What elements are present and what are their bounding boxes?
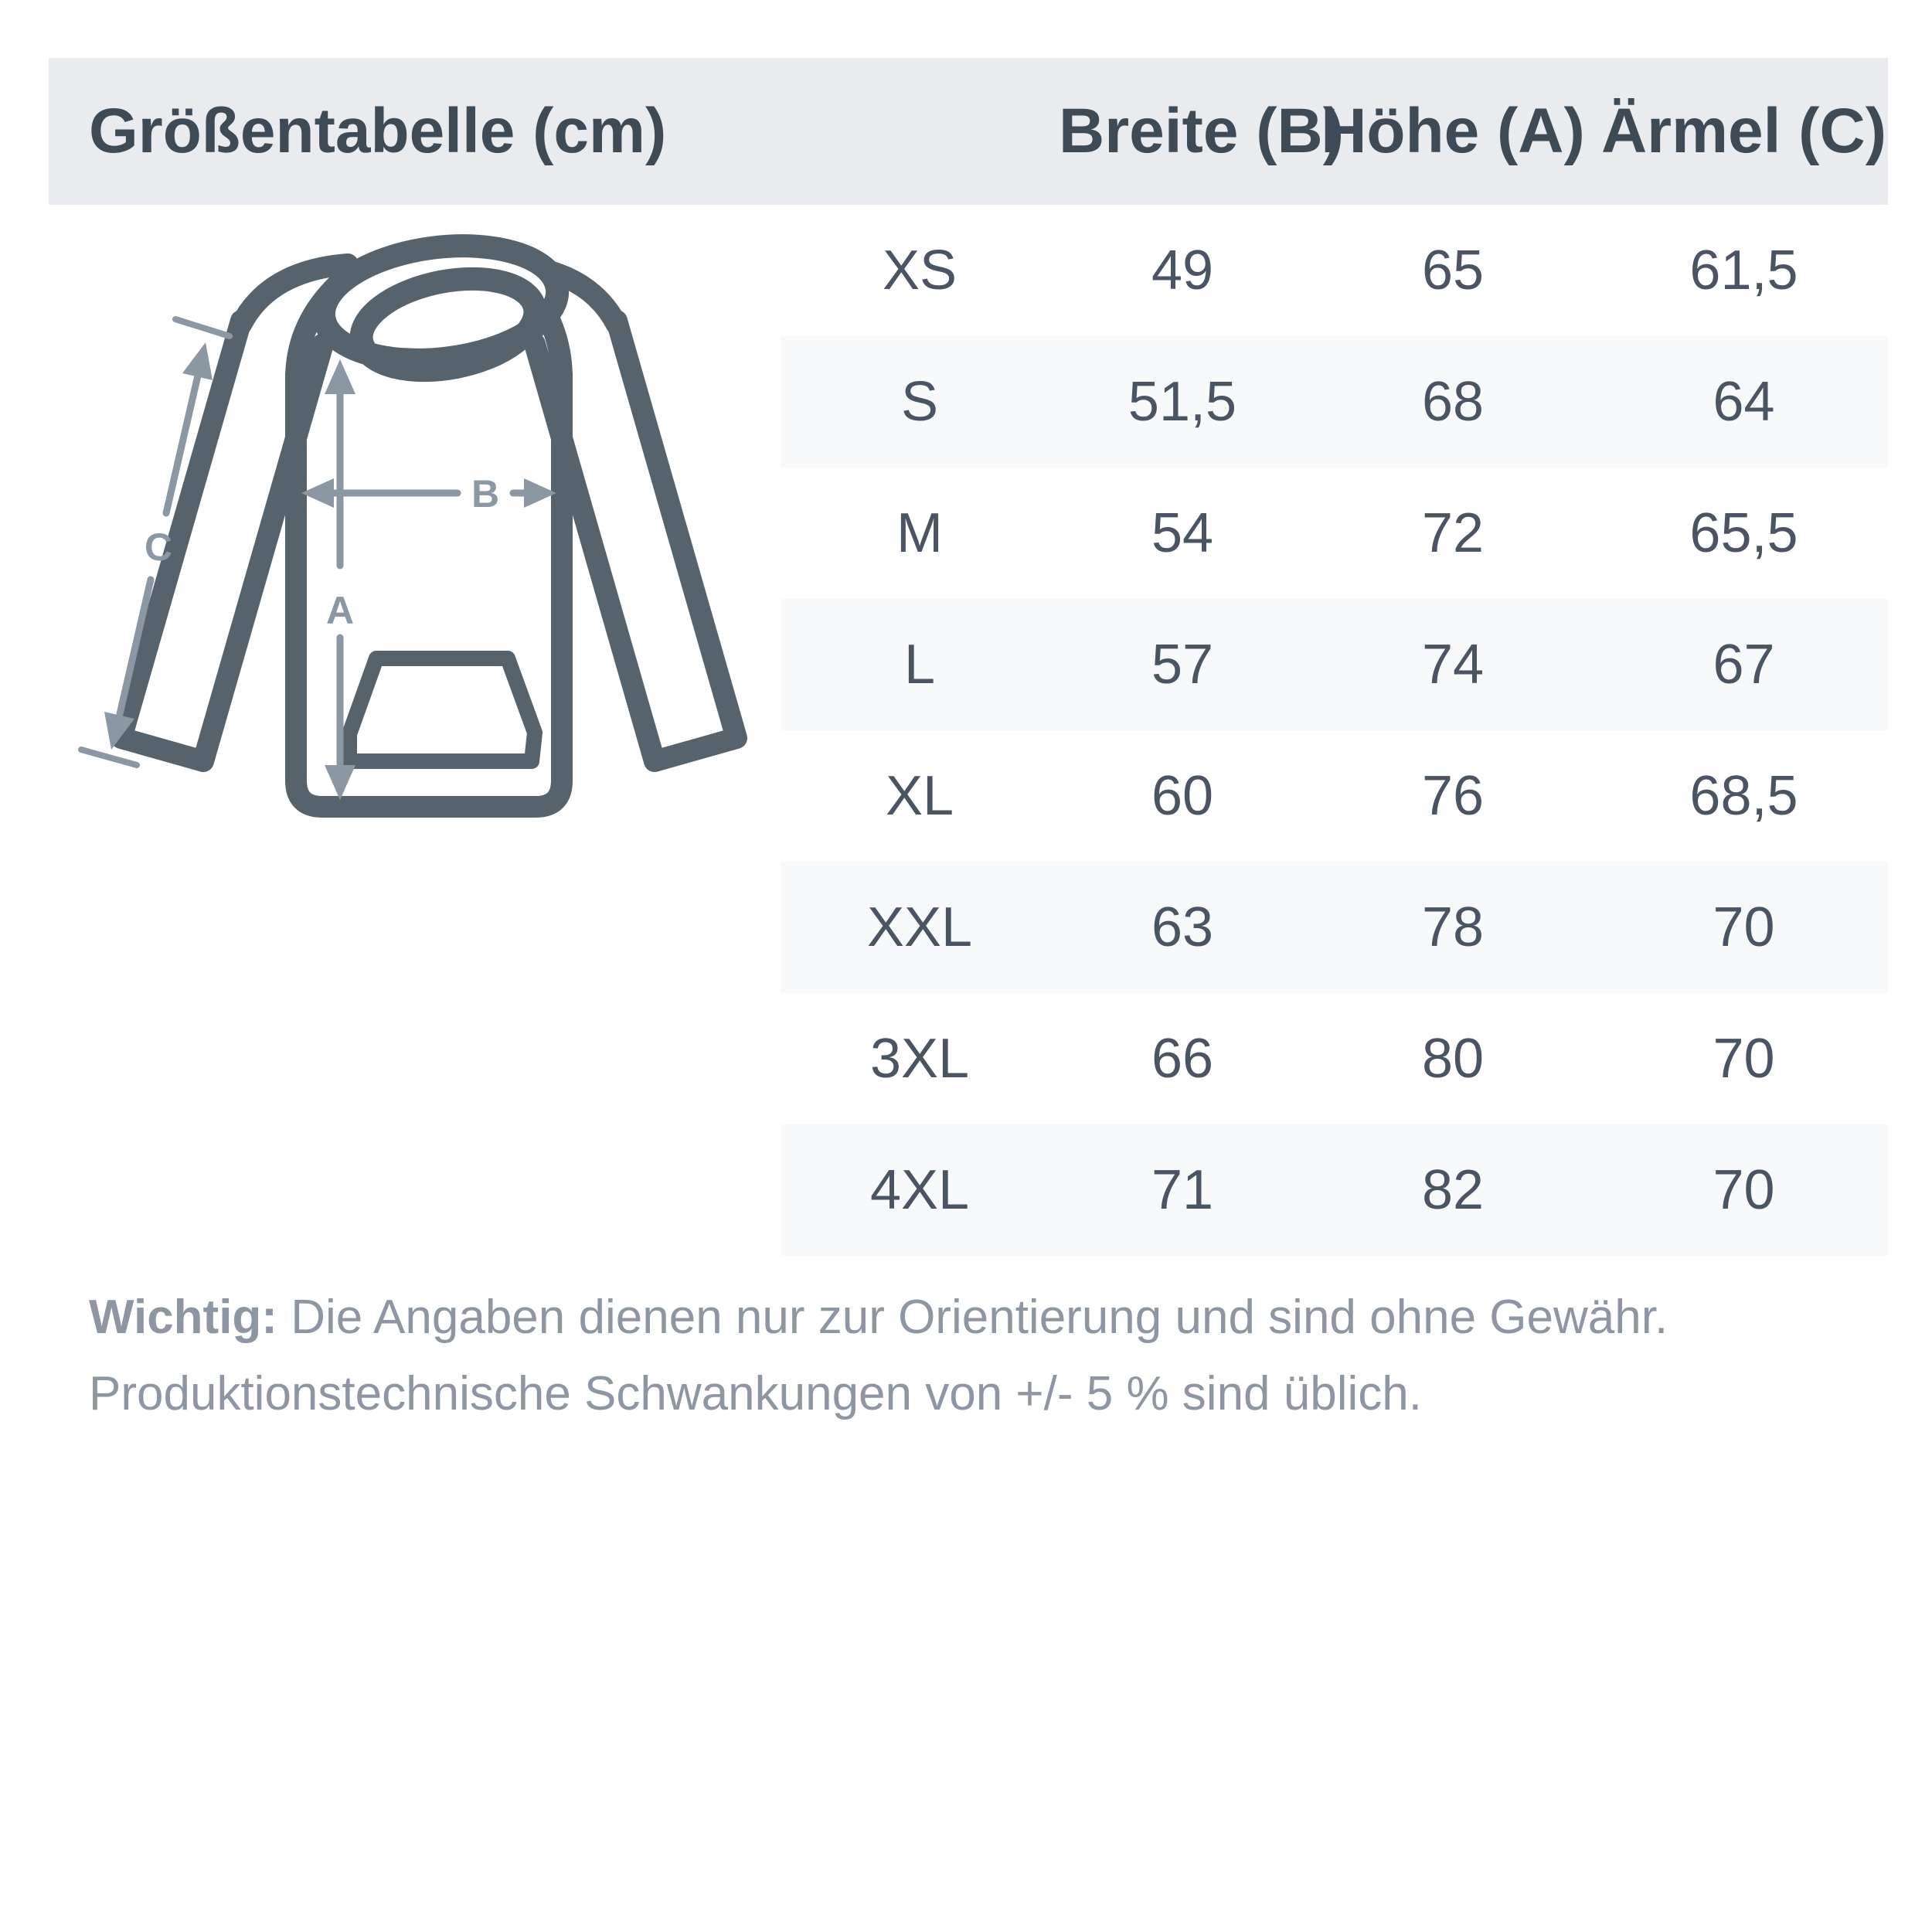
arrow-c-bottom-tick — [81, 750, 137, 765]
hoehe-cell: 76 — [1421, 765, 1485, 827]
breite-cell: 54 — [1151, 502, 1214, 564]
size-cell: M — [896, 502, 943, 564]
arrow-a-head-down — [325, 765, 355, 800]
breite-cell: 51,5 — [1128, 371, 1237, 433]
table-row — [781, 862, 1888, 993]
breite-cell: 66 — [1151, 1028, 1214, 1090]
size-chart-table — [781, 205, 1888, 1256]
size-cell: L — [903, 634, 936, 696]
disclaimer-text-1: Die Angaben dienen nur zur Orientierung und sind ohne Gewähr. — [291, 1291, 1668, 1344]
size-cell: XL — [885, 765, 954, 827]
column-header-hoehe: Höhe (A) — [1321, 96, 1585, 166]
disclaimer-label: Wichtig: — [89, 1291, 277, 1344]
table-row — [781, 468, 1888, 599]
hoehe-cell: 74 — [1421, 634, 1485, 696]
table-row — [781, 336, 1888, 468]
table-row — [781, 730, 1888, 862]
size-cell: XXL — [866, 896, 973, 958]
measure-label-c: C — [144, 526, 173, 569]
header-size-spacer — [781, 95, 1059, 168]
breite-cell: 71 — [1151, 1159, 1214, 1221]
size-cell: S — [900, 371, 939, 433]
column-header-aermel: Ärmel (C) — [1600, 96, 1887, 166]
aermel-cell: 68,5 — [1689, 765, 1798, 827]
measure-label-a: A — [325, 589, 355, 632]
table-row — [781, 993, 1888, 1124]
table-row — [781, 599, 1888, 730]
aermel-cell: 61,5 — [1689, 240, 1798, 301]
aermel-cell: 67 — [1713, 634, 1775, 696]
hoehe-cell: 82 — [1421, 1159, 1485, 1221]
measure-label-b: B — [471, 472, 500, 515]
aermel-cell: 70 — [1713, 1028, 1775, 1090]
size-cell: 4XL — [869, 1159, 970, 1221]
table-row — [781, 205, 1888, 336]
hoodie-diagram-svg — [62, 216, 796, 873]
table-row — [781, 1124, 1888, 1256]
page-title: Größentabelle (cm) — [89, 96, 667, 166]
hoehe-cell: 65 — [1421, 240, 1485, 301]
breite-cell: 63 — [1151, 896, 1214, 958]
breite-cell: 49 — [1151, 240, 1214, 301]
disclaimer-line-1 — [89, 1279, 1874, 1355]
aermel-cell: 70 — [1713, 896, 1775, 958]
breite-cell: 57 — [1151, 634, 1214, 696]
disclaimer — [89, 1279, 1874, 1432]
header-band — [49, 58, 1888, 205]
arrow-c-head-up — [182, 342, 213, 380]
hoehe-cell: 68 — [1421, 371, 1485, 433]
size-cell: XS — [882, 240, 957, 301]
column-header-breite: Breite (B) — [1059, 96, 1345, 166]
disclaimer-line-2: Produktionstechnische Schwankungen von +/- 5 % sind üblich. — [89, 1367, 1422, 1420]
hoehe-cell: 78 — [1421, 896, 1485, 958]
arrow-a-head-up — [325, 359, 355, 394]
arrow-c-top-tick — [175, 319, 230, 336]
breite-cell: 60 — [1151, 765, 1214, 827]
kangaroo-pocket — [349, 658, 535, 761]
table-header-row — [781, 95, 1888, 168]
size-cell: 3XL — [869, 1028, 970, 1090]
hoodie-measurement-diagram — [62, 216, 796, 873]
aermel-cell: 70 — [1713, 1159, 1775, 1221]
aermel-cell: 65,5 — [1689, 502, 1798, 564]
aermel-cell: 64 — [1713, 371, 1775, 433]
hoehe-cell: 80 — [1421, 1028, 1485, 1090]
hoehe-cell: 72 — [1421, 502, 1485, 564]
